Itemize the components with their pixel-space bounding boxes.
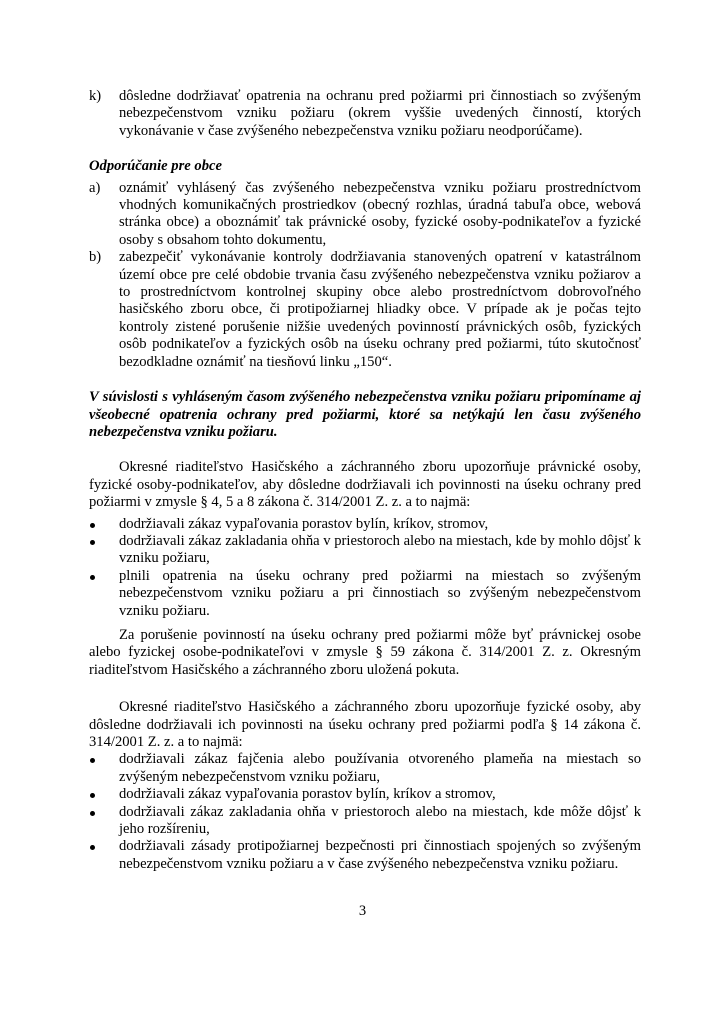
list-item-text: dodržiavali zákaz fajčenia alebo používania otvoreného plameňa na miestach so zvýšeným nebezpečenstvom vzniku požiaru,	[119, 751, 641, 785]
list-item-text: dôsledne dodržiavať opatrenia na ochranu pred požiarmi pri činnostiach so zvýšeným nebezpečenstvom vzniku požiaru (okrem vyššie uvedených činností, ktorých vykonávanie v čase zvýšeného nebezpečenstva vzniku požiaru neodporúčame).	[119, 88, 641, 139]
bullet-icon	[89, 751, 119, 786]
list-item	[89, 533, 641, 568]
legal-persons-bullet-list	[89, 516, 641, 620]
list-item	[89, 786, 641, 803]
list-item-text: zabezpečiť vykonávanie kontroly dodržiavania stanovených opatrení v katastrálnom území obce pre celé obdobie trvania času zvýšeného nebezpečenstva vzniku požiarov a to prostredníctvom kontrolnej skupiny obce alebo prostredníctvom dobrovoľného hasičského zboru obce, či protipožiarnej hliadky obce. V prípade ak je počas tejto kontroly zistené porušenie nižšie uvedených povinností právnických osôb, fyzických osôb podnikateľov a fyzických osôb na úseku ochrany pred požiarmi, túto skutočnosť bezodkladne oznámiť na tiesňovú linku „150“.	[119, 249, 641, 370]
natural-persons-intro: Okresné riaditeľstvo Hasičského a záchranného zboru upozorňuje fyzické osoby, aby dôsledne dodržiavali ich povinnosti na úseku ochrany pred požiarmi podľa § 14 zákona č. 314/2001 Z. z. a to najmä:	[89, 699, 641, 750]
list-item-text: plnili opatrenia na úseku ochrany pred požiarmi na miestach so zvýšeným nebezpečenstvom vzniku požiaru a pri činnostiach so zvýšeným nebezpečenstvom vzniku požiaru.	[119, 567, 641, 619]
notice-paragraph: V súvislosti s vyhláseným časom zvýšeného nebezpečenstva vzniku požiaru pripomíname aj všeobecné opatrenia ochrany pred požiarmi, ktoré sa netýkajú len času zvýšeného nebezpečenstva vzniku požiaru.	[89, 389, 641, 440]
list-item-b	[89, 249, 641, 371]
list-item	[89, 838, 641, 873]
list-item-text: dodržiavali zákaz zakladania ohňa v priestoroch alebo na miestach, kde by mohlo dôjsť k vzniku požiaru,	[119, 532, 641, 567]
bullet-icon	[89, 516, 119, 533]
list-item-k	[89, 88, 641, 140]
penalty-paragraph: Za porušenie povinností na úseku ochrany pred požiarmi môže byť právnickej osobe alebo fyzickej osobe-podnikateľovi v zmysle § 59 zákona č. 314/2001 Z. z. Okresným riaditeľstvom Hasičského a záchranného zboru uložená pokuta.	[89, 626, 641, 678]
page-number: 3	[358, 903, 367, 919]
natural-persons-bullet-list	[89, 751, 641, 873]
list-item-text: dodržiavali zákaz vypaľovania porastov bylín, kríkov a stromov,	[119, 786, 496, 803]
list-item-text: oznámiť vyhlásený čas zvýšeného nebezpečenstva vzniku požiaru prostredníctvom vhodných komunikačných prostriedkov (obecný rozhlas, úradná tabuľa obce, webová stránka obce) a oboznámiť tak právnické osoby, fyzické osoby-podnikateľov a fyzické osoby s obsahom tohto dokumentu,	[119, 179, 641, 248]
list-item-text: dodržiavali zásady protipožiarnej bezpečnosti pri činnostiach spojených so zvýšeným nebezpečenstvom vzniku požiaru a v čase zvýšeného nebezpečenstva vzniku požiaru.	[119, 838, 641, 872]
list-marker: a)	[89, 179, 101, 196]
list-item-text: dodržiavali zákaz zakladania ohňa v priestoroch alebo na miestach, kde môže dôjsť k jeho rozšíreniu,	[119, 803, 641, 838]
list-item	[89, 751, 641, 786]
list-item	[89, 568, 641, 620]
bullet-icon	[89, 804, 119, 839]
list-item	[89, 516, 641, 533]
list-item	[89, 804, 641, 839]
list-item-a	[89, 180, 641, 250]
list-item-text: dodržiavali zákaz vypaľovania porastov bylín, kríkov, stromov,	[119, 515, 489, 532]
bullet-icon	[89, 838, 119, 873]
list-marker: b)	[89, 249, 102, 266]
bullet-icon	[89, 533, 119, 568]
bullet-icon	[89, 786, 119, 803]
section-heading-recommendation: Odporúčanie pre obce	[89, 158, 222, 175]
list-marker: k)	[89, 88, 102, 104]
bullet-icon	[89, 568, 119, 620]
page-content	[89, 88, 641, 873]
legal-persons-intro: Okresné riaditeľstvo Hasičského a záchranného zboru upozorňuje právnické osoby, fyzické osoby-podnikateľov, aby dôsledne dodržiavali ich povinnosti na úseku ochrany pred požiarmi v zmysle § 4, 5 a 8 zákona č. 314/2001 Z. z. a to najmä:	[89, 459, 641, 511]
